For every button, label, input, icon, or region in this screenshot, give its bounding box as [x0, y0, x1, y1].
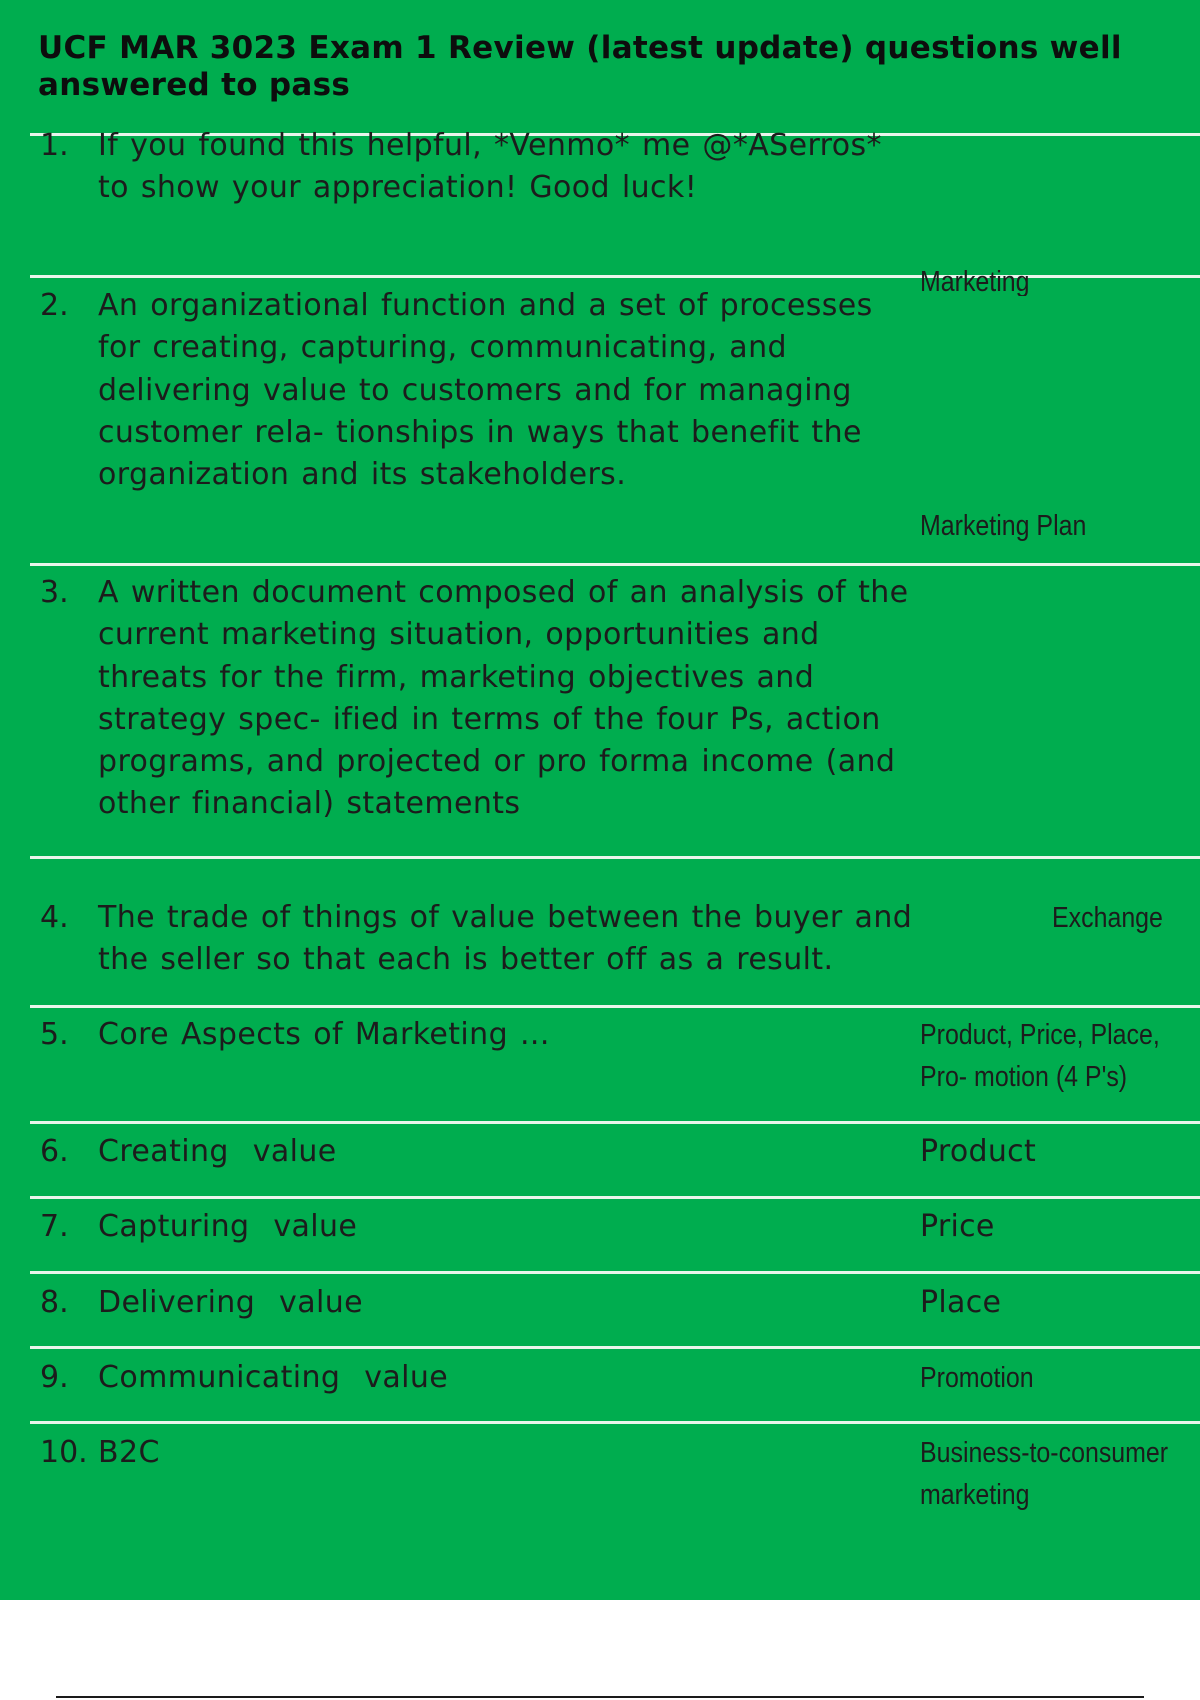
qa-row-7 [0, 1206, 1200, 1266]
answer-text: Business-to-consumer marketing [920, 1437, 1169, 1511]
qa-row-5 [0, 1014, 1200, 1118]
qa-row-10 [0, 1432, 1200, 1542]
question-text: Creating value [98, 1134, 337, 1169]
page-footer-rule [56, 1696, 1144, 1698]
qa-row-9 [0, 1357, 1200, 1417]
answer-text: Price [920, 1209, 995, 1244]
row-divider [30, 1196, 1200, 1199]
row-divider [30, 856, 1200, 859]
qa-row-2 [0, 285, 1200, 565]
question-text: B2C [98, 1435, 160, 1470]
question-number: 8. [40, 1285, 69, 1320]
question-number: 10. [40, 1435, 88, 1470]
document-title: UCF MAR 3023 Exam 1 Review (latest update) questions well answered to pass [38, 30, 1122, 103]
question-text: A written document composed of an analysis of the current marketing situation, opportunities and threats for the firm, marketing objectives and strategy spec- ified in terms of the four Ps, action programs, and projected or pro forma income (and other financial) statements [98, 575, 909, 822]
question-text: Communicating value [98, 1360, 449, 1395]
question-number: 6. [40, 1134, 69, 1169]
question-number: 2. [40, 288, 69, 323]
row-divider [30, 1005, 1200, 1008]
question-text: Core Aspects of Marketing ... [98, 1017, 550, 1052]
qa-row-4 [0, 897, 1200, 997]
question-text: An organizational function and a set of processes for creating, capturing, communicating, and delivering value to customers and for managing customer rela- tionships in ways that benefit the organization and its stakeholders. [98, 288, 873, 493]
row-divider [30, 1421, 1200, 1424]
answer-text: Marketing [920, 266, 1030, 296]
row-divider [30, 1121, 1200, 1124]
qa-row-1 [0, 131, 1200, 256]
answer-text: Product [920, 1134, 1037, 1169]
question-text: Capturing value [98, 1209, 358, 1244]
question-number: 3. [40, 575, 69, 610]
row-divider [30, 1271, 1200, 1274]
question-number: 5. [40, 1017, 69, 1052]
question-number: 4. [40, 900, 69, 935]
question-number: 7. [40, 1209, 69, 1244]
question-number: 9. [40, 1360, 69, 1395]
qa-row-8 [0, 1282, 1200, 1342]
qa-row-3 [0, 572, 1200, 857]
question-text: Delivering value [98, 1285, 363, 1320]
question-text: If you found this helpful, *Venmo* me @*ASerros* to show your appreciation! Good luck! [98, 131, 882, 206]
row-divider [30, 1346, 1200, 1349]
answer-text: Exchange [1052, 902, 1163, 934]
qa-row-6 [0, 1131, 1200, 1191]
row-divider [30, 563, 1200, 566]
answer-text: Promotion [920, 1362, 1034, 1394]
question-number: 1. [40, 131, 69, 163]
answer-text: Marketing Plan [920, 510, 1087, 542]
answer-text: Product, Price, Place, Pro- motion (4 P's) [920, 1019, 1160, 1093]
answer-text: Place [920, 1285, 1002, 1320]
question-text: The trade of things of value between the buyer and the seller so that each is better off as a result. [98, 900, 913, 978]
